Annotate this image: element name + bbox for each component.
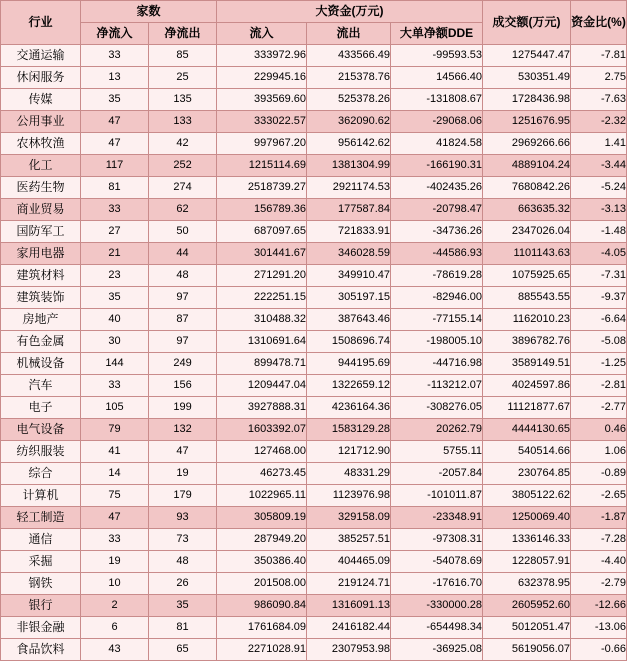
cell-net-in: 10: [81, 573, 149, 595]
table-row[interactable]: [1, 331, 627, 353]
cell-dde: -330000.28: [391, 595, 483, 617]
cell-dde: -198005.10: [391, 331, 483, 353]
cell-outflow: 1322659.12: [307, 375, 391, 397]
cell-inflow: 1761684.09: [217, 617, 307, 639]
cell-net-in: 35: [81, 89, 149, 111]
cell-outflow: 305197.15: [307, 287, 391, 309]
cell-net-out: 97: [149, 331, 217, 353]
cell-ratio: 1.06: [571, 441, 627, 463]
table-row[interactable]: [1, 507, 627, 529]
cell-industry: 有色金属: [1, 331, 81, 353]
cell-dde: -77155.14: [391, 309, 483, 331]
table-header: [1, 1, 627, 45]
cell-amount: 3589149.51: [483, 353, 571, 375]
column-group-bigfund: 大资金(万元): [217, 1, 483, 23]
cell-amount: 4024597.86: [483, 375, 571, 397]
cell-inflow: 301441.67: [217, 243, 307, 265]
cell-net-in: 33: [81, 199, 149, 221]
cell-net-out: 25: [149, 67, 217, 89]
cell-industry: 建筑材料: [1, 265, 81, 287]
cell-ratio: -6.64: [571, 309, 627, 331]
cell-inflow: 271291.20: [217, 265, 307, 287]
cell-outflow: 2307953.98: [307, 639, 391, 661]
table-row[interactable]: [1, 45, 627, 67]
cell-outflow: 349910.47: [307, 265, 391, 287]
cell-outflow: 1508696.74: [307, 331, 391, 353]
cell-ratio: -5.24: [571, 177, 627, 199]
cell-net-in: 43: [81, 639, 149, 661]
cell-industry: 电子: [1, 397, 81, 419]
cell-net-in: 47: [81, 507, 149, 529]
table-row[interactable]: [1, 397, 627, 419]
cell-industry: 建筑装饰: [1, 287, 81, 309]
cell-dde: 14566.40: [391, 67, 483, 89]
cell-industry: 房地产: [1, 309, 81, 331]
cell-outflow: 329158.09: [307, 507, 391, 529]
column-header-net-out[interactable]: 净流出: [149, 23, 217, 45]
cell-ratio: -0.66: [571, 639, 627, 661]
cell-industry: 家用电器: [1, 243, 81, 265]
column-header-outflow[interactable]: 流出: [307, 23, 391, 45]
cell-outflow: 956142.62: [307, 133, 391, 155]
table-row[interactable]: [1, 551, 627, 573]
cell-amount: 632378.95: [483, 573, 571, 595]
cell-net-out: 249: [149, 353, 217, 375]
cell-outflow: 721833.91: [307, 221, 391, 243]
cell-ratio: -4.40: [571, 551, 627, 573]
cell-net-in: 144: [81, 353, 149, 375]
cell-dde: -99593.53: [391, 45, 483, 67]
column-header-industry[interactable]: 行业: [1, 1, 81, 45]
cell-amount: 4889104.24: [483, 155, 571, 177]
cell-net-out: 87: [149, 309, 217, 331]
cell-net-in: 81: [81, 177, 149, 199]
cell-amount: 2605952.60: [483, 595, 571, 617]
cell-ratio: -1.25: [571, 353, 627, 375]
cell-ratio: -2.32: [571, 111, 627, 133]
table-body: [1, 45, 627, 661]
cell-inflow: 46273.45: [217, 463, 307, 485]
cell-net-in: 6: [81, 617, 149, 639]
header-group-row: [1, 1, 627, 23]
cell-dde: -82946.00: [391, 287, 483, 309]
cell-outflow: 4236164.36: [307, 397, 391, 419]
cell-amount: 1228057.91: [483, 551, 571, 573]
column-header-net-in[interactable]: 净流入: [81, 23, 149, 45]
cell-amount: 1075925.65: [483, 265, 571, 287]
cell-net-out: 199: [149, 397, 217, 419]
table-row[interactable]: [1, 89, 627, 111]
cell-dde: -20798.47: [391, 199, 483, 221]
cell-dde: -34736.26: [391, 221, 483, 243]
table-row[interactable]: [1, 243, 627, 265]
cell-inflow: 127468.00: [217, 441, 307, 463]
column-header-inflow[interactable]: 流入: [217, 23, 307, 45]
cell-ratio: 1.41: [571, 133, 627, 155]
cell-ratio: -7.28: [571, 529, 627, 551]
table-row[interactable]: [1, 309, 627, 331]
table-row[interactable]: [1, 287, 627, 309]
cell-amount: 3896782.76: [483, 331, 571, 353]
cell-outflow: 215378.76: [307, 67, 391, 89]
cell-net-in: 47: [81, 133, 149, 155]
cell-net-out: 73: [149, 529, 217, 551]
cell-industry: 银行: [1, 595, 81, 617]
cell-net-in: 2: [81, 595, 149, 617]
cell-ratio: -13.06: [571, 617, 627, 639]
cell-net-out: 44: [149, 243, 217, 265]
cell-amount: 885543.55: [483, 287, 571, 309]
cell-ratio: -5.08: [571, 331, 627, 353]
cell-outflow: 1381304.99: [307, 155, 391, 177]
cell-inflow: 2518739.27: [217, 177, 307, 199]
cell-ratio: -4.05: [571, 243, 627, 265]
cell-amount: 1728436.98: [483, 89, 571, 111]
cell-dde: -44716.98: [391, 353, 483, 375]
table-row[interactable]: [1, 639, 627, 661]
table-row[interactable]: [1, 419, 627, 441]
cell-industry: 计算机: [1, 485, 81, 507]
cell-amount: 1251676.95: [483, 111, 571, 133]
cell-industry: 国防军工: [1, 221, 81, 243]
cell-industry: 传媒: [1, 89, 81, 111]
table-row[interactable]: [1, 353, 627, 375]
cell-outflow: 362090.62: [307, 111, 391, 133]
cell-net-out: 93: [149, 507, 217, 529]
cell-ratio: -12.66: [571, 595, 627, 617]
cell-ratio: -3.44: [571, 155, 627, 177]
cell-net-out: 156: [149, 375, 217, 397]
cell-inflow: 229945.16: [217, 67, 307, 89]
cell-outflow: 2416182.44: [307, 617, 391, 639]
cell-ratio: -1.48: [571, 221, 627, 243]
cell-dde: 41824.58: [391, 133, 483, 155]
cell-inflow: 687097.65: [217, 221, 307, 243]
cell-ratio: -2.81: [571, 375, 627, 397]
cell-inflow: 2271028.91: [217, 639, 307, 661]
cell-ratio: -2.65: [571, 485, 627, 507]
cell-inflow: 333022.57: [217, 111, 307, 133]
cell-net-in: 23: [81, 265, 149, 287]
cell-amount: 540514.66: [483, 441, 571, 463]
table-row[interactable]: [1, 155, 627, 177]
cell-amount: 7680842.26: [483, 177, 571, 199]
cell-net-in: 13: [81, 67, 149, 89]
cell-outflow: 944195.69: [307, 353, 391, 375]
table-row[interactable]: [1, 375, 627, 397]
cell-outflow: 1316091.13: [307, 595, 391, 617]
cell-net-out: 81: [149, 617, 217, 639]
cell-dde: -101011.87: [391, 485, 483, 507]
cell-ratio: -9.37: [571, 287, 627, 309]
cell-net-out: 97: [149, 287, 217, 309]
cell-net-out: 48: [149, 551, 217, 573]
cell-dde: -402435.26: [391, 177, 483, 199]
cell-dde: -36925.08: [391, 639, 483, 661]
cell-amount: 1336146.33: [483, 529, 571, 551]
cell-net-in: 47: [81, 111, 149, 133]
cell-net-in: 105: [81, 397, 149, 419]
cell-industry: 商业贸易: [1, 199, 81, 221]
table-row[interactable]: [1, 529, 627, 551]
cell-industry: 钢铁: [1, 573, 81, 595]
cell-outflow: 2921174.53: [307, 177, 391, 199]
column-header-dde[interactable]: 大单净额DDE: [391, 23, 483, 45]
cell-net-in: 33: [81, 45, 149, 67]
table-row[interactable]: [1, 111, 627, 133]
cell-industry: 化工: [1, 155, 81, 177]
cell-industry: 机械设备: [1, 353, 81, 375]
cell-amount: 230764.85: [483, 463, 571, 485]
table-row[interactable]: [1, 441, 627, 463]
cell-amount: 1101143.63: [483, 243, 571, 265]
cell-inflow: 305809.19: [217, 507, 307, 529]
cell-amount: 11121877.67: [483, 397, 571, 419]
cell-outflow: 404465.09: [307, 551, 391, 573]
cell-inflow: 899478.71: [217, 353, 307, 375]
cell-dde: -2057.84: [391, 463, 483, 485]
cell-amount: 1250069.40: [483, 507, 571, 529]
cell-amount: 5619056.07: [483, 639, 571, 661]
cell-dde: -54078.69: [391, 551, 483, 573]
table-row[interactable]: [1, 617, 627, 639]
cell-outflow: 346028.59: [307, 243, 391, 265]
cell-dde: -78619.28: [391, 265, 483, 287]
table-row[interactable]: [1, 177, 627, 199]
cell-dde: -97308.31: [391, 529, 483, 551]
cell-ratio: 2.75: [571, 67, 627, 89]
cell-dde: 5755.11: [391, 441, 483, 463]
cell-net-in: 75: [81, 485, 149, 507]
table-row[interactable]: [1, 463, 627, 485]
cell-inflow: 287949.20: [217, 529, 307, 551]
cell-industry: 非银金融: [1, 617, 81, 639]
cell-industry: 通信: [1, 529, 81, 551]
cell-amount: 530351.49: [483, 67, 571, 89]
column-group-households: 家数: [81, 1, 217, 23]
cell-dde: -17616.70: [391, 573, 483, 595]
cell-net-in: 21: [81, 243, 149, 265]
cell-ratio: -7.63: [571, 89, 627, 111]
table-row[interactable]: [1, 199, 627, 221]
column-header-amount[interactable]: 成交额(万元): [483, 1, 571, 45]
cell-dde: 20262.79: [391, 419, 483, 441]
cell-net-in: 35: [81, 287, 149, 309]
cell-net-out: 19: [149, 463, 217, 485]
cell-inflow: 156789.36: [217, 199, 307, 221]
cell-outflow: 1583129.28: [307, 419, 391, 441]
cell-inflow: 333972.96: [217, 45, 307, 67]
cell-ratio: -7.81: [571, 45, 627, 67]
cell-dde: -113212.07: [391, 375, 483, 397]
cell-amount: 4444130.65: [483, 419, 571, 441]
cell-industry: 纺织服装: [1, 441, 81, 463]
cell-inflow: 986090.84: [217, 595, 307, 617]
cell-ratio: -1.87: [571, 507, 627, 529]
cell-ratio: 0.46: [571, 419, 627, 441]
table-row[interactable]: [1, 221, 627, 243]
cell-net-out: 132: [149, 419, 217, 441]
cell-outflow: 385257.51: [307, 529, 391, 551]
cell-industry: 农林牧渔: [1, 133, 81, 155]
cell-net-in: 33: [81, 529, 149, 551]
cell-outflow: 433566.49: [307, 45, 391, 67]
cell-inflow: 1215114.69: [217, 155, 307, 177]
cell-net-out: 42: [149, 133, 217, 155]
column-header-ratio[interactable]: 资金比(%): [571, 1, 627, 45]
table-row[interactable]: [1, 265, 627, 287]
cell-net-out: 47: [149, 441, 217, 463]
cell-net-in: 30: [81, 331, 149, 353]
cell-net-out: 65: [149, 639, 217, 661]
cell-net-in: 14: [81, 463, 149, 485]
cell-net-in: 79: [81, 419, 149, 441]
cell-outflow: 1123976.98: [307, 485, 391, 507]
cell-net-out: 50: [149, 221, 217, 243]
cell-amount: 1162010.23: [483, 309, 571, 331]
cell-outflow: 48331.29: [307, 463, 391, 485]
cell-inflow: 310488.32: [217, 309, 307, 331]
table-row[interactable]: [1, 485, 627, 507]
cell-industry: 食品饮料: [1, 639, 81, 661]
cell-industry: 轻工制造: [1, 507, 81, 529]
cell-amount: 1275447.47: [483, 45, 571, 67]
cell-industry: 电气设备: [1, 419, 81, 441]
cell-net-in: 117: [81, 155, 149, 177]
cell-inflow: 3927888.31: [217, 397, 307, 419]
cell-industry: 医药生物: [1, 177, 81, 199]
cell-amount: 5012051.47: [483, 617, 571, 639]
table-row[interactable]: [1, 595, 627, 617]
cell-net-out: 179: [149, 485, 217, 507]
cell-net-out: 274: [149, 177, 217, 199]
cell-net-out: 26: [149, 573, 217, 595]
table-row[interactable]: [1, 67, 627, 89]
cell-net-in: 33: [81, 375, 149, 397]
cell-inflow: 1603392.07: [217, 419, 307, 441]
cell-industry: 交通运输: [1, 45, 81, 67]
cell-dde: -29068.06: [391, 111, 483, 133]
cell-inflow: 393569.60: [217, 89, 307, 111]
cell-ratio: -7.31: [571, 265, 627, 287]
cell-net-out: 133: [149, 111, 217, 133]
cell-amount: 2969266.66: [483, 133, 571, 155]
cell-outflow: 387643.46: [307, 309, 391, 331]
cell-net-out: 62: [149, 199, 217, 221]
table-row[interactable]: [1, 573, 627, 595]
cell-net-out: 48: [149, 265, 217, 287]
cell-dde: -131808.67: [391, 89, 483, 111]
cell-dde: -44586.93: [391, 243, 483, 265]
cell-industry: 采掘: [1, 551, 81, 573]
cell-inflow: 201508.00: [217, 573, 307, 595]
cell-ratio: -2.77: [571, 397, 627, 419]
cell-industry: 综合: [1, 463, 81, 485]
cell-amount: 2347026.04: [483, 221, 571, 243]
cell-net-out: 85: [149, 45, 217, 67]
cell-net-out: 35: [149, 595, 217, 617]
cell-outflow: 177587.84: [307, 199, 391, 221]
cell-inflow: 1209447.04: [217, 375, 307, 397]
cell-net-out: 252: [149, 155, 217, 177]
cell-dde: -654498.34: [391, 617, 483, 639]
table-row[interactable]: [1, 133, 627, 155]
cell-amount: 663635.32: [483, 199, 571, 221]
cell-net-in: 41: [81, 441, 149, 463]
cell-net-in: 40: [81, 309, 149, 331]
cell-industry: 公用事业: [1, 111, 81, 133]
cell-net-out: 135: [149, 89, 217, 111]
cell-industry: 汽车: [1, 375, 81, 397]
cell-outflow: 525378.26: [307, 89, 391, 111]
cell-ratio: -3.13: [571, 199, 627, 221]
cell-inflow: 350386.40: [217, 551, 307, 573]
cell-inflow: 222251.15: [217, 287, 307, 309]
cell-amount: 3805122.62: [483, 485, 571, 507]
cell-outflow: 219124.71: [307, 573, 391, 595]
cell-net-in: 27: [81, 221, 149, 243]
cell-dde: -308276.05: [391, 397, 483, 419]
cell-dde: -23348.91: [391, 507, 483, 529]
cell-industry: 休闲服务: [1, 67, 81, 89]
cell-dde: -166190.31: [391, 155, 483, 177]
cell-ratio: -0.89: [571, 463, 627, 485]
cell-net-in: 19: [81, 551, 149, 573]
cell-inflow: 1310691.64: [217, 331, 307, 353]
cell-inflow: 1022965.11: [217, 485, 307, 507]
cell-inflow: 997967.20: [217, 133, 307, 155]
cell-ratio: -2.79: [571, 573, 627, 595]
cell-outflow: 121712.90: [307, 441, 391, 463]
